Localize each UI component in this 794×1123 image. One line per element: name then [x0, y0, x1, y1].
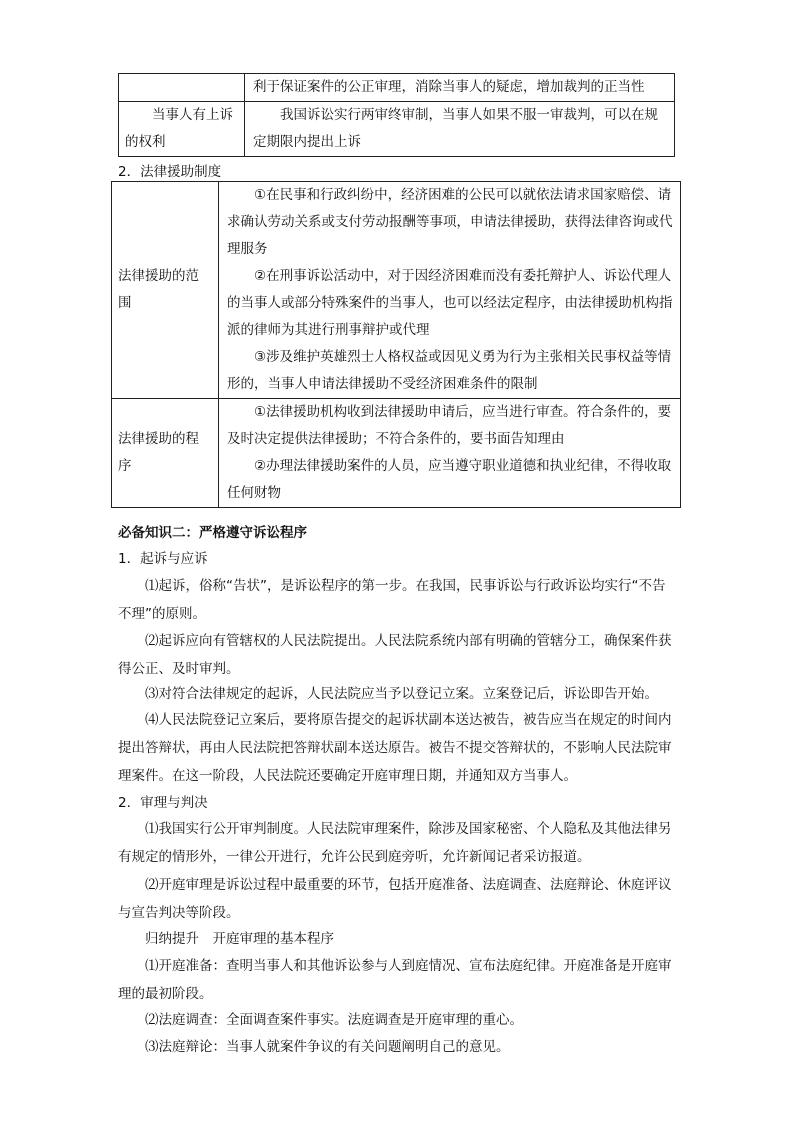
paragraph: ⑴开庭准备：查明当事人和其他诉讼参与人到庭情况、宣布法庭纪律。开庭准备是开庭审理的最初阶段。: [118, 958, 672, 1002]
paragraph: ⑴我国实行公开审判制度。人民法院审理案件，除涉及国家秘密、个人隐私及其他法律另有规定的情形外，一律公开进行，允许公民到庭旁听，允许新闻记者采访报道。: [118, 821, 672, 865]
paragraph: ⑶对符合法律规定的起诉，人民法院应当予以登记立案。立案登记后，诉讼即告开始。: [145, 686, 658, 702]
table-row: [119, 102, 675, 157]
table-row: [119, 74, 675, 102]
cell-text: 我国诉讼实行两审终审制，当事人如果不服一审裁判，可以在规定期限内提出上诉: [253, 107, 658, 150]
list-item: ①在民事和行政纠纷中，经济困难的公民可以就依法请求国家赔偿、请求确认劳动关系或支付劳动报酬等事项，申请法律援助，获得法律咨询或代理服务: [227, 187, 673, 257]
knowledge-heading: 必备知识二：严格遵守诉讼程序: [118, 525, 307, 541]
paragraph: ⑴起诉，俗称“告状”，是诉讼程序的第一步。在我国，民事诉讼与行政诉讼均实行“不告不理”的原则。: [118, 578, 666, 622]
section-title: 2．法律援助制度: [118, 164, 222, 180]
summary-title: 归纳提升 开庭审理的基本程序: [145, 931, 334, 947]
table-cell: [245, 74, 675, 102]
list-item: ②在刑事诉讼活动中，对于因经济困难而没有委托辩护人、诉讼代理人的当事人或部分特殊案件的当事人，也可以经法定程序，由法律援助机构指派的律师为其进行刑事辩护或代理: [227, 268, 673, 338]
paragraph: ⑵起诉应向有管辖权的人民法院提出。人民法院系统内部有明确的管辖分工，确保案件获得公正、及时审判。: [118, 633, 672, 677]
list-item: ②办理法律援助案件的人员，应当遵守职业道德和执业纪律，不得收取任何财物: [227, 458, 672, 501]
paragraph: ⑶法庭辩论：当事人就案件争议的有关问题阐明自己的意见。: [145, 1039, 510, 1055]
table-cell-label: [119, 102, 245, 157]
table-cell: [245, 102, 675, 157]
cell-text: 利于保证案件的公正审理，消除当事人的疑虑，增加裁判的正当性: [253, 79, 645, 95]
table-row: [112, 399, 681, 508]
row-label: 法律援助的范围: [118, 268, 199, 311]
table-cell-empty: [119, 74, 245, 102]
paragraph: ⑷人民法院登记立案后，要将原告提交的起诉状副本送达被告，被告应当在规定的时间内提出答辩状，再由人民法院把答辩状副本送达原告。被告不提交答辩状的，不影响人民法院审理案件。在这一阶段，人民法院还要确定开庭审理日期，并通知双方当事人。: [118, 712, 672, 784]
row-label: 当事人有上诉的权利: [125, 107, 233, 150]
row-label: 法律援助的程序: [118, 431, 199, 474]
paragraph: ⑵开庭审理是诉讼过程中最重要的环节，包括开庭准备、法庭调查、法庭辩论、休庭评议与宣告判决等阶段。: [118, 877, 672, 921]
subsection-title: 2．审理与判决: [118, 795, 208, 811]
legal-aid-table: [111, 181, 681, 508]
list-item: ③涉及维护英雄烈士人格权益或因见义勇为行为主张相关民事权益等情形的，当事人申请法律援助不受经济困难条件的限制: [227, 349, 672, 392]
rights-table: [118, 73, 675, 157]
paragraph: ⑵法庭调查：全面调查案件事实。法庭调查是开庭审理的重心。: [145, 1012, 523, 1028]
table-cell-label: [112, 399, 219, 508]
table-cell: [219, 182, 681, 399]
table-cell: [219, 399, 681, 508]
table-cell-label: [112, 182, 219, 399]
table-row: [112, 182, 681, 399]
list-item: ①法律援助机构收到法律援助申请后，应当进行审查。符合条件的，要及时决定提供法律援助；不符合条件的，要书面告知理由: [227, 404, 672, 447]
subsection-title: 1．起诉与应诉: [118, 551, 208, 567]
